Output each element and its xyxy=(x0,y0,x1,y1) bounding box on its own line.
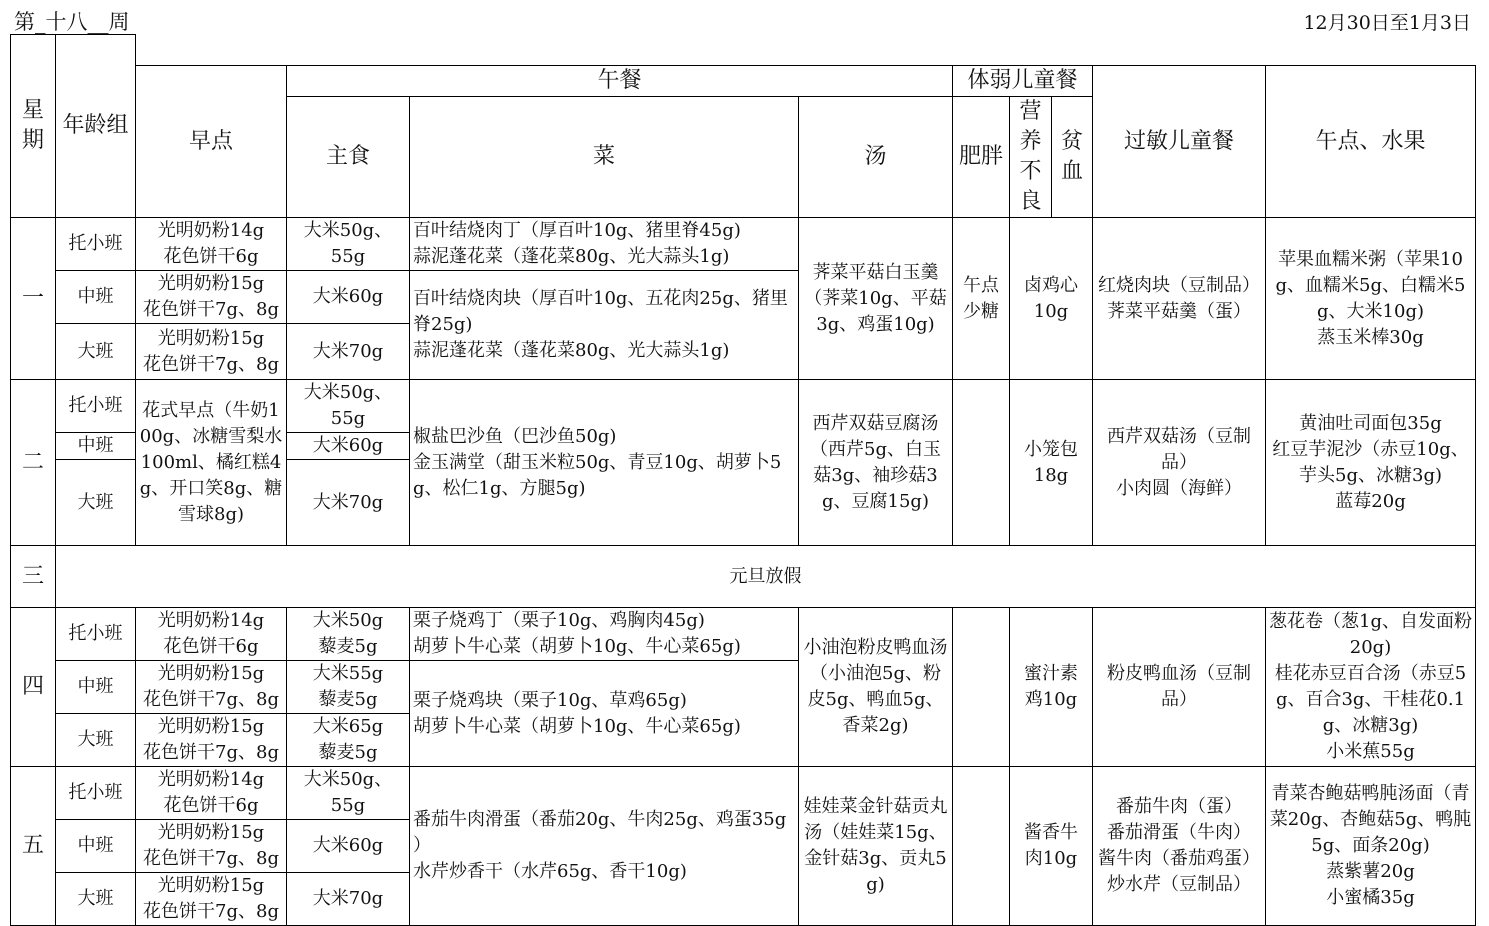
age-group-cell: 中班 xyxy=(56,271,136,324)
breakfast-cell: 光明奶粉15g 花色饼干7g、8g xyxy=(136,873,287,926)
col-allergy: 过敏儿童餐 xyxy=(1093,66,1266,218)
dish-cell: 百叶结烧肉丁（厚百叶10g、猪里脊45g) 蒜泥蓬花菜（蓬花菜80g、光大蒜头1g) xyxy=(410,218,799,271)
col-malnourished: 营 养 不 良 xyxy=(1010,97,1052,218)
table-row xyxy=(11,767,1476,820)
breakfast-cell: 光明奶粉15g 花色饼干7g、8g xyxy=(136,661,287,714)
obese-cell xyxy=(953,380,1010,546)
age-group-cell: 大班 xyxy=(56,324,136,380)
soup-cell: 荠菜平菇白玉羹（荠菜10g、平菇3g、鸡蛋10g) xyxy=(799,218,953,380)
col-staple: 主食 xyxy=(287,97,410,218)
staple-cell: 大米60g xyxy=(287,820,410,873)
allergy-cell: 西芹双菇汤（豆制品） 小肉圆（海鲜） xyxy=(1093,380,1266,546)
col-age-group: 年龄组 xyxy=(56,35,136,218)
header-blank xyxy=(136,35,1476,66)
col-anemia: 贫 血 xyxy=(1052,97,1093,218)
age-group-cell: 中班 xyxy=(56,433,136,460)
dish-cell: 百叶结烧肉块（厚百叶10g、五花肉25g、猪里脊25g) 蒜泥蓬花菜（蓬花菜80g、光大蒜头1g) xyxy=(410,271,799,380)
dish-cell: 栗子烧鸡块（栗子10g、草鸡65g) 胡萝卜牛心菜（胡萝卜10g、牛心菜65g) xyxy=(410,661,799,767)
staple-cell: 大米60g xyxy=(287,433,410,460)
age-group-cell: 中班 xyxy=(56,820,136,873)
breakfast-cell: 光明奶粉15g 花色饼干7g、8g xyxy=(136,714,287,767)
soup-cell: 小油泡粉皮鸭血汤（小油泡5g、粉皮5g、鸭血5g、香菜2g) xyxy=(799,608,953,767)
table-row xyxy=(11,608,1476,661)
weekday-label: 四 xyxy=(11,608,56,767)
dish-cell: 番茄牛肉滑蛋（番茄20g、牛肉25g、鸡蛋35g ） 水芹炒香干（水芹65g、香干10g) xyxy=(410,767,799,926)
allergy-cell: 番茄牛肉（蛋） 番茄滑蛋（牛肉） 酱牛肉（番茄鸡蛋） 炒水芹（豆制品） xyxy=(1093,767,1266,926)
obese-cell xyxy=(953,767,1010,926)
age-group-cell: 托小班 xyxy=(56,767,136,820)
staple-cell: 大米70g xyxy=(287,460,410,546)
col-weekday: 星 期 xyxy=(11,35,56,218)
obese-cell xyxy=(953,608,1010,767)
afternoon-cell: 黄油吐司面包35g 红豆芋泥沙（赤豆10g、芋头5g、冰糖3g) 蓝莓20g xyxy=(1266,380,1476,546)
staple-cell: 大米50g、 55g xyxy=(287,218,410,271)
table-row xyxy=(11,218,1476,271)
col-afternoon: 午点、水果 xyxy=(1266,66,1476,218)
age-group-cell: 托小班 xyxy=(56,218,136,271)
week-label: 第_十八__周 xyxy=(14,10,130,34)
col-dish: 菜 xyxy=(410,97,799,218)
dish-cell: 栗子烧鸡丁（栗子10g、鸡胸肉45g) 胡萝卜牛心菜（胡萝卜10g、牛心菜65g) xyxy=(410,608,799,661)
afternoon-cell: 苹果血糯米粥（苹果10g、血糯米5g、白糯米5g、大米10g) 蒸玉米棒30g xyxy=(1266,218,1476,380)
weekly-menu-table xyxy=(10,34,1476,926)
breakfast-cell: 光明奶粉14g 花色饼干6g xyxy=(136,767,287,820)
col-soup: 汤 xyxy=(799,97,953,218)
age-group-cell: 中班 xyxy=(56,661,136,714)
weekday-label: 五 xyxy=(11,767,56,926)
allergy-cell: 红烧肉块（豆制品）荠菜平菇羹（蛋） xyxy=(1093,218,1266,380)
staple-cell: 大米50g 藜麦5g xyxy=(287,608,410,661)
breakfast-cell: 光明奶粉14g 花色饼干6g xyxy=(136,218,287,271)
holiday-cell: 元旦放假 xyxy=(56,546,1476,608)
age-group-cell: 托小班 xyxy=(56,380,136,433)
breakfast-cell: 光明奶粉15g 花色饼干7g、8g xyxy=(136,820,287,873)
staple-cell: 大米60g xyxy=(287,271,410,324)
age-group-cell: 大班 xyxy=(56,873,136,926)
breakfast-cell: 光明奶粉14g 花色饼干6g xyxy=(136,608,287,661)
staple-cell: 大米70g xyxy=(287,324,410,380)
obese-cell: 午点 少糖 xyxy=(953,218,1010,380)
col-lunch: 午餐 xyxy=(287,66,953,97)
weak-child-cell: 酱香牛 肉10g xyxy=(1010,767,1093,926)
afternoon-cell: 青菜杏鲍菇鸭肫汤面（青菜20g、杏鲍菇5g、鸭肫5g、面条20g) 蒸紫薯20g 小蜜橘35g xyxy=(1266,767,1476,926)
age-group-cell: 大班 xyxy=(56,714,136,767)
staple-cell: 大米50g、 55g xyxy=(287,380,410,433)
breakfast-cell: 光明奶粉15g 花色饼干7g、8g xyxy=(136,271,287,324)
weak-child-cell: 卤鸡心 10g xyxy=(1010,218,1093,380)
breakfast-cell: 花式早点（牛奶100g、冰糖雪梨水100ml、橘红糕4g、开口笑8g、糖雪球8g) xyxy=(136,380,287,546)
weekday-label: 一 xyxy=(11,218,56,380)
dish-cell: 椒盐巴沙鱼（巴沙鱼50g) 金玉满堂（甜玉米粒50g、青豆10g、胡萝卜5g、松仁1g、方腿5g) xyxy=(410,380,799,546)
age-group-cell: 托小班 xyxy=(56,608,136,661)
weak-child-cell: 蜜汁素 鸡10g xyxy=(1010,608,1093,767)
allergy-cell: 粉皮鸭血汤（豆制品） xyxy=(1093,608,1266,767)
soup-cell: 娃娃菜金针菇贡丸汤（娃娃菜15g、金针菇3g、贡丸5g) xyxy=(799,767,953,926)
weekday-label: 三 xyxy=(11,546,56,608)
staple-cell: 大米50g、 55g xyxy=(287,767,410,820)
soup-cell: 西芹双菇豆腐汤（西芹5g、白玉菇3g、袖珍菇3g、豆腐15g) xyxy=(799,380,953,546)
weak-child-cell: 小笼包 18g xyxy=(1010,380,1093,546)
age-group-cell: 大班 xyxy=(56,460,136,546)
table-row xyxy=(11,380,1476,433)
col-obese: 肥胖 xyxy=(953,97,1010,218)
col-weak-children: 体弱儿童餐 xyxy=(953,66,1093,97)
staple-cell: 大米70g xyxy=(287,873,410,926)
weekday-label: 二 xyxy=(11,380,56,546)
staple-cell: 大米65g 藜麦5g xyxy=(287,714,410,767)
afternoon-cell: 葱花卷（葱1g、自发面粉20g) 桂花赤豆百合汤（赤豆5g、百合3g、干桂花0.1g、冰糖3g) 小米蕉55g xyxy=(1266,608,1476,767)
table-row xyxy=(11,546,1476,608)
staple-cell: 大米55g 藜麦5g xyxy=(287,661,410,714)
date-range: 12月30日至1月3日 xyxy=(1303,12,1471,34)
col-breakfast: 早点 xyxy=(136,66,287,218)
breakfast-cell: 光明奶粉15g 花色饼干7g、8g xyxy=(136,324,287,380)
